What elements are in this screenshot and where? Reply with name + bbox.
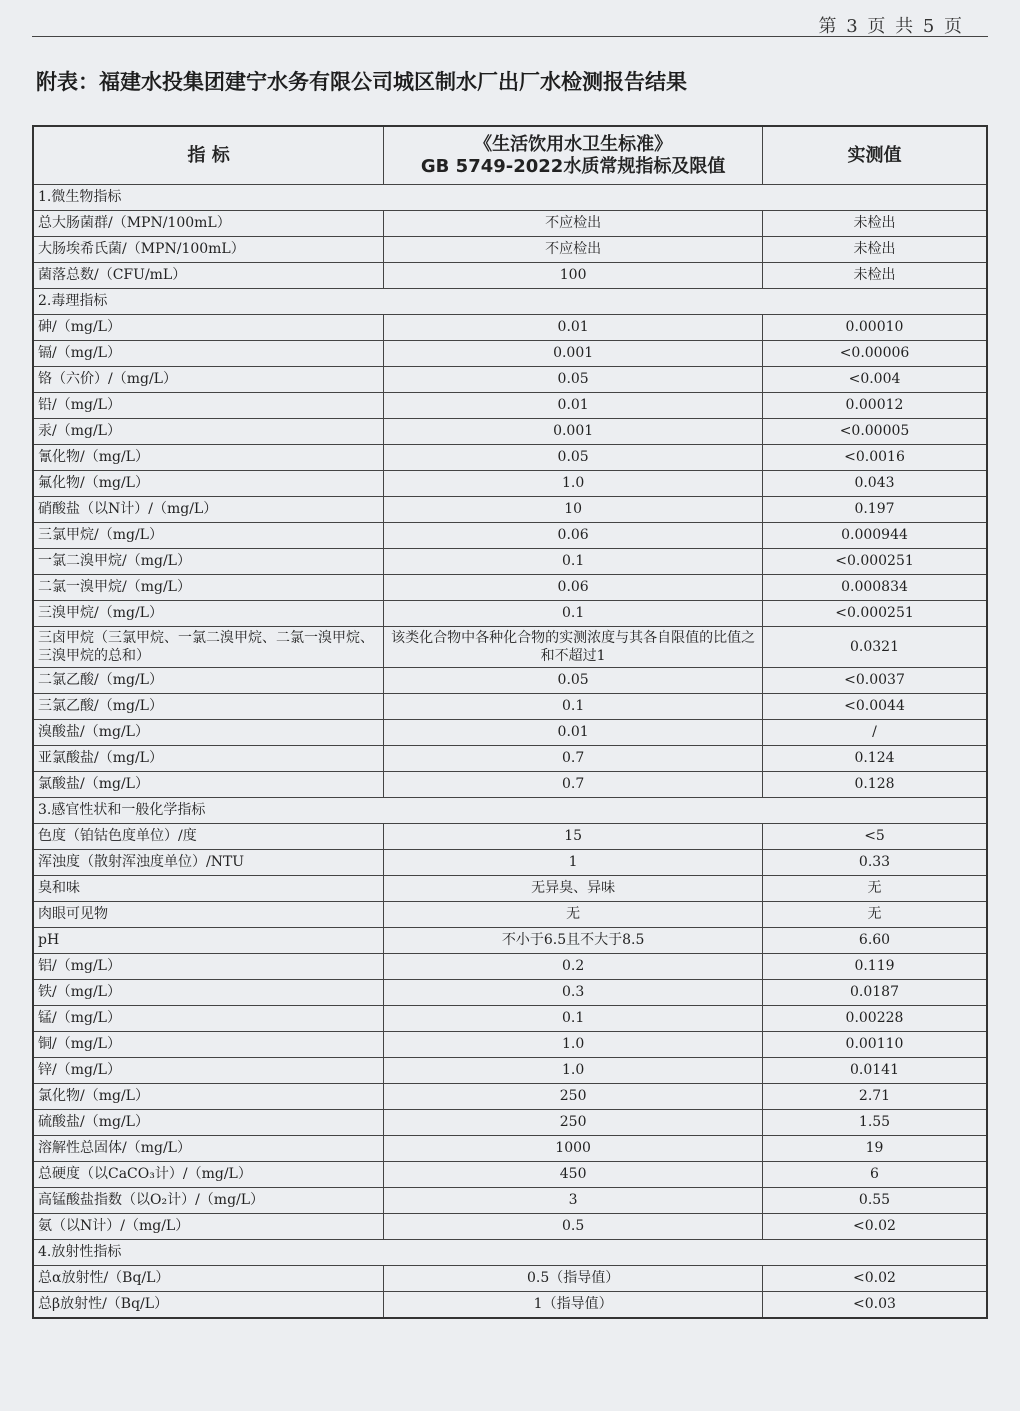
table-row	[33, 902, 987, 928]
measured-value-cell: 0.119	[763, 954, 987, 980]
measured-value-cell: <0.02	[763, 1214, 987, 1240]
limit-cell: 0.05	[384, 668, 763, 694]
table-header-row	[33, 126, 987, 185]
indicator-cell: 汞/（mg/L）	[33, 419, 384, 445]
section-title: 2.毒理指标	[33, 289, 987, 315]
indicator-cell: 砷/（mg/L）	[33, 315, 384, 341]
table-row	[33, 237, 987, 263]
indicator-cell: 三氯乙酸/（mg/L）	[33, 694, 384, 720]
limit-cell: 15	[384, 824, 763, 850]
table-row	[33, 1162, 987, 1188]
indicator-cell: 铁/（mg/L）	[33, 980, 384, 1006]
report-title: 附表：福建水投集团建宁水务有限公司城区制水厂出厂水检测报告结果	[36, 70, 687, 94]
indicator-cell: 溶解性总固体/（mg/L）	[33, 1136, 384, 1162]
indicator-cell: 总硬度（以CaCO₃计）/（mg/L）	[33, 1162, 384, 1188]
limit-cell: 0.1	[384, 601, 763, 627]
limit-cell: 该类化合物中各种化合物的实测浓度与其各自限值的比值之和不超过1	[384, 627, 763, 668]
indicator-cell: 亚氯酸盐/（mg/L）	[33, 746, 384, 772]
indicator-cell: 一氯二溴甲烷/（mg/L）	[33, 549, 384, 575]
limit-cell: 无异臭、异味	[384, 876, 763, 902]
indicator-cell: 菌落总数/（CFU/mL）	[33, 263, 384, 289]
indicator-cell: 大肠埃希氏菌/（MPN/100mL）	[33, 237, 384, 263]
table-row	[33, 263, 987, 289]
indicator-cell: 三溴甲烷/（mg/L）	[33, 601, 384, 627]
limit-cell: 0.1	[384, 694, 763, 720]
limit-cell: 不应检出	[384, 237, 763, 263]
table-row	[33, 211, 987, 237]
measured-value-cell: <0.000251	[763, 549, 987, 575]
measured-value-cell: 未检出	[763, 263, 987, 289]
table-row	[33, 1292, 987, 1319]
table-row	[33, 746, 987, 772]
indicator-cell: 铅/（mg/L）	[33, 393, 384, 419]
section-row	[33, 185, 987, 211]
section-row	[33, 289, 987, 315]
indicator-cell: 高锰酸盐指数（以O₂计）/（mg/L）	[33, 1188, 384, 1214]
limit-cell: 1.0	[384, 1032, 763, 1058]
indicator-cell: 臭和味	[33, 876, 384, 902]
limit-cell: 0.3	[384, 980, 763, 1006]
indicator-cell: pH	[33, 928, 384, 954]
measured-value-cell: <0.0037	[763, 668, 987, 694]
indicator-cell: 镉/（mg/L）	[33, 341, 384, 367]
table-row	[33, 549, 987, 575]
measured-value-cell: 未检出	[763, 237, 987, 263]
table-row	[33, 575, 987, 601]
table-row	[33, 1032, 987, 1058]
indicator-cell: 二氯乙酸/（mg/L）	[33, 668, 384, 694]
results-table	[32, 125, 988, 1319]
limit-cell: 100	[384, 263, 763, 289]
limit-cell: 1000	[384, 1136, 763, 1162]
measured-value-cell: <0.02	[763, 1266, 987, 1292]
indicator-cell: 硫酸盐/（mg/L）	[33, 1110, 384, 1136]
table-row	[33, 1110, 987, 1136]
measured-value-cell: 0.197	[763, 497, 987, 523]
table-row	[33, 1058, 987, 1084]
limit-cell: 不应检出	[384, 211, 763, 237]
indicator-cell: 三卤甲烷（三氯甲烷、一氯二溴甲烷、二氯一溴甲烷、三溴甲烷的总和）	[33, 627, 384, 668]
limit-cell: 无	[384, 902, 763, 928]
limit-cell: 1.0	[384, 471, 763, 497]
limit-cell: 0.1	[384, 549, 763, 575]
indicator-cell: 总α放射性/（Bq/L）	[33, 1266, 384, 1292]
indicator-cell: 铜/（mg/L）	[33, 1032, 384, 1058]
header-measured: 实测值	[763, 126, 987, 185]
table-row	[33, 954, 987, 980]
table-row	[33, 1136, 987, 1162]
indicator-cell: 肉眼可见物	[33, 902, 384, 928]
measured-value-cell: <0.0016	[763, 445, 987, 471]
section-title: 3.感官性状和一般化学指标	[33, 798, 987, 824]
indicator-cell: 氯酸盐/（mg/L）	[33, 772, 384, 798]
table-row	[33, 367, 987, 393]
indicator-cell: 浑浊度（散射浑浊度单位）/NTU	[33, 850, 384, 876]
section-title: 4.放射性指标	[33, 1240, 987, 1266]
indicator-cell: 色度（铂钴色度单位）/度	[33, 824, 384, 850]
table-row	[33, 824, 987, 850]
measured-value-cell: 0.000834	[763, 575, 987, 601]
table-row	[33, 471, 987, 497]
table-row	[33, 772, 987, 798]
table-row	[33, 668, 987, 694]
table-row	[33, 876, 987, 902]
measured-value-cell: 0.00010	[763, 315, 987, 341]
limit-cell: 0.1	[384, 1006, 763, 1032]
measured-value-cell: 0.33	[763, 850, 987, 876]
measured-value-cell: 0.55	[763, 1188, 987, 1214]
measured-value-cell: 6	[763, 1162, 987, 1188]
table-row	[33, 393, 987, 419]
section-title: 1.微生物指标	[33, 185, 987, 211]
limit-cell: 0.001	[384, 341, 763, 367]
measured-value-cell: 2.71	[763, 1084, 987, 1110]
section-row	[33, 798, 987, 824]
measured-value-cell: 未检出	[763, 211, 987, 237]
header-standard-line1: 《生活饮用水卫生标准》	[474, 133, 673, 155]
indicator-cell: 氟化物/（mg/L）	[33, 471, 384, 497]
table-row	[33, 850, 987, 876]
measured-value-cell: <0.00006	[763, 341, 987, 367]
limit-cell: 0.06	[384, 575, 763, 601]
measured-value-cell: 0.128	[763, 772, 987, 798]
page-number: 第 3 页 共 5 页	[818, 16, 964, 37]
indicator-cell: 三氯甲烷/（mg/L）	[33, 523, 384, 549]
table-row	[33, 1266, 987, 1292]
table-row	[33, 497, 987, 523]
limit-cell: 0.05	[384, 445, 763, 471]
table-row	[33, 627, 987, 668]
measured-value-cell: 1.55	[763, 1110, 987, 1136]
section-row	[33, 1240, 987, 1266]
measured-value-cell: 0.0187	[763, 980, 987, 1006]
limit-cell: 450	[384, 1162, 763, 1188]
indicator-cell: 氯化物/（mg/L）	[33, 1084, 384, 1110]
limit-cell: 不小于6.5且不大于8.5	[384, 928, 763, 954]
indicator-cell: 总大肠菌群/（MPN/100mL）	[33, 211, 384, 237]
table-row	[33, 1188, 987, 1214]
indicator-cell: 溴酸盐/（mg/L）	[33, 720, 384, 746]
indicator-cell: 铝/（mg/L）	[33, 954, 384, 980]
limit-cell: 0.001	[384, 419, 763, 445]
limit-cell: 0.05	[384, 367, 763, 393]
measured-value-cell: <5	[763, 824, 987, 850]
measured-value-cell: 0.000944	[763, 523, 987, 549]
measured-value-cell: 0.00110	[763, 1032, 987, 1058]
table-row	[33, 1084, 987, 1110]
measured-value-cell: 0.00012	[763, 393, 987, 419]
limit-cell: 0.2	[384, 954, 763, 980]
measured-value-cell: <0.0044	[763, 694, 987, 720]
table-row	[33, 523, 987, 549]
header-standard	[384, 126, 763, 185]
measured-value-cell: <0.03	[763, 1292, 987, 1319]
measured-value-cell: <0.004	[763, 367, 987, 393]
indicator-cell: 锰/（mg/L）	[33, 1006, 384, 1032]
table-row	[33, 315, 987, 341]
limit-cell: 1.0	[384, 1058, 763, 1084]
measured-value-cell: 0.043	[763, 471, 987, 497]
table-row	[33, 1214, 987, 1240]
header-standard-line2: GB 5749-2022水质常规指标及限值	[420, 155, 726, 177]
limit-cell: 0.5	[384, 1214, 763, 1240]
indicator-cell: 锌/（mg/L）	[33, 1058, 384, 1084]
indicator-cell: 总β放射性/（Bq/L）	[33, 1292, 384, 1319]
limit-cell: 250	[384, 1084, 763, 1110]
header-indicator: 指 标	[33, 126, 384, 185]
limit-cell: 3	[384, 1188, 763, 1214]
limit-cell: 1	[384, 850, 763, 876]
table-row	[33, 694, 987, 720]
measured-value-cell: 无	[763, 902, 987, 928]
table-row	[33, 1006, 987, 1032]
limit-cell: 0.7	[384, 746, 763, 772]
limit-cell: 1（指导值）	[384, 1292, 763, 1319]
indicator-cell: 二氯一溴甲烷/（mg/L）	[33, 575, 384, 601]
limit-cell: 0.5（指导值）	[384, 1266, 763, 1292]
table-row	[33, 445, 987, 471]
limit-cell: 250	[384, 1110, 763, 1136]
table-row	[33, 419, 987, 445]
table-row	[33, 601, 987, 627]
measured-value-cell: 无	[763, 876, 987, 902]
limit-cell: 10	[384, 497, 763, 523]
header-rule	[32, 36, 988, 37]
limit-cell: 0.01	[384, 315, 763, 341]
table-row	[33, 720, 987, 746]
indicator-cell: 硝酸盐（以N计）/（mg/L）	[33, 497, 384, 523]
limit-cell: 0.7	[384, 772, 763, 798]
measured-value-cell: 0.124	[763, 746, 987, 772]
table-body	[33, 185, 987, 1319]
measured-value-cell: 6.60	[763, 928, 987, 954]
measured-value-cell: 0.0141	[763, 1058, 987, 1084]
measured-value-cell: 19	[763, 1136, 987, 1162]
indicator-cell: 氰化物/（mg/L）	[33, 445, 384, 471]
table-row	[33, 928, 987, 954]
table-row	[33, 980, 987, 1006]
limit-cell: 0.06	[384, 523, 763, 549]
measured-value-cell: <0.000251	[763, 601, 987, 627]
limit-cell: 0.01	[384, 393, 763, 419]
indicator-cell: 铬（六价）/（mg/L）	[33, 367, 384, 393]
table-row	[33, 341, 987, 367]
measured-value-cell: /	[763, 720, 987, 746]
indicator-cell: 氨（以N计）/（mg/L）	[33, 1214, 384, 1240]
measured-value-cell: <0.00005	[763, 419, 987, 445]
limit-cell: 0.01	[384, 720, 763, 746]
measured-value-cell: 0.00228	[763, 1006, 987, 1032]
measured-value-cell: 0.0321	[763, 627, 987, 668]
